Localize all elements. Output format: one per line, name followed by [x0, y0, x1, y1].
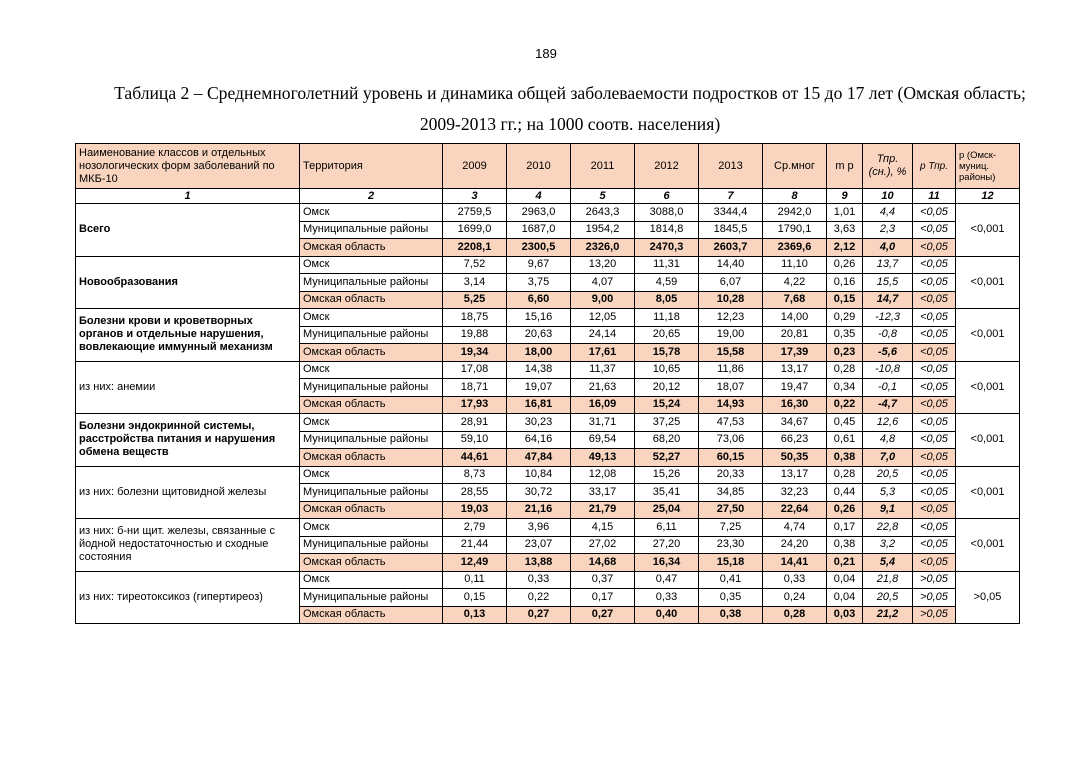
- value-cell: 14,00: [763, 309, 827, 327]
- value-cell: 20,65: [635, 326, 699, 344]
- table-row: [76, 414, 1020, 432]
- value-cell: 0,34: [827, 379, 863, 397]
- value-cell: 18,71: [443, 379, 507, 397]
- header-p-tpr: р Тпр.: [913, 144, 956, 189]
- col-number: 3: [443, 189, 507, 204]
- value-cell: 4,15: [571, 519, 635, 537]
- value-cell: 37,25: [635, 414, 699, 432]
- value-cell: 13,17: [763, 361, 827, 379]
- value-cell: 14,41: [763, 554, 827, 572]
- value-cell: 60,15: [699, 449, 763, 467]
- value-cell: >0,05: [913, 571, 956, 589]
- value-cell: <0,05: [913, 519, 956, 537]
- territory-cell: Муниципальные районы: [300, 274, 443, 292]
- value-cell: 22,8: [863, 519, 913, 537]
- value-cell: 8,73: [443, 466, 507, 484]
- value-cell: 7,0: [863, 449, 913, 467]
- value-cell: 2643,3: [571, 204, 635, 222]
- value-cell: 19,34: [443, 344, 507, 362]
- header-class: Наименование классов и отдельных нозологических форм заболеваний по МКБ-10: [76, 144, 300, 189]
- territory-cell: Омск: [300, 309, 443, 327]
- value-cell: 15,24: [635, 396, 699, 414]
- value-cell: 11,18: [635, 309, 699, 327]
- value-cell: 6,11: [635, 519, 699, 537]
- value-cell: 49,13: [571, 449, 635, 467]
- value-cell: 0,11: [443, 571, 507, 589]
- value-cell: 8,05: [635, 291, 699, 309]
- value-cell: 2,79: [443, 519, 507, 537]
- value-cell: 20,63: [507, 326, 571, 344]
- p-diff-cell: <0,001: [956, 256, 1020, 309]
- value-cell: -12,3: [863, 309, 913, 327]
- value-cell: 21,8: [863, 571, 913, 589]
- value-cell: 23,30: [699, 536, 763, 554]
- value-cell: <0,05: [913, 449, 956, 467]
- value-cell: 21,79: [571, 501, 635, 519]
- value-cell: 0,41: [699, 571, 763, 589]
- value-cell: 2963,0: [507, 204, 571, 222]
- table-caption: Таблица 2 – Среднемноголетний уровень и динамика общей заболеваемости подростков от 15 до 17 лет (Омская область; 2009-2013 гг.; на 1000 соотв. населения): [114, 83, 1026, 134]
- header-avg: Ср.мног: [763, 144, 827, 189]
- value-cell: 3,75: [507, 274, 571, 292]
- p-diff-cell: <0,001: [956, 361, 1020, 414]
- value-cell: 20,12: [635, 379, 699, 397]
- table-row: [76, 204, 1020, 222]
- territory-cell: Омская область: [300, 291, 443, 309]
- col-number: 9: [827, 189, 863, 204]
- value-cell: <0,05: [913, 309, 956, 327]
- value-cell: 28,55: [443, 484, 507, 502]
- value-cell: 5,3: [863, 484, 913, 502]
- header-mp: m р: [827, 144, 863, 189]
- territory-cell: Омская область: [300, 344, 443, 362]
- value-cell: 64,16: [507, 431, 571, 449]
- value-cell: 19,03: [443, 501, 507, 519]
- value-cell: 0,04: [827, 589, 863, 607]
- value-cell: 1699,0: [443, 221, 507, 239]
- value-cell: 14,7: [863, 291, 913, 309]
- value-cell: 0,27: [571, 606, 635, 624]
- value-cell: 2208,1: [443, 239, 507, 257]
- value-cell: 7,68: [763, 291, 827, 309]
- disease-class-name: Болезни крови и кроветворных органов и отдельные нарушения, вовлекающие иммунный механизм: [76, 309, 300, 362]
- value-cell: 7,25: [699, 519, 763, 537]
- value-cell: 20,5: [863, 466, 913, 484]
- p-diff-cell: <0,001: [956, 204, 1020, 257]
- value-cell: 20,5: [863, 589, 913, 607]
- value-cell: 52,27: [635, 449, 699, 467]
- value-cell: 4,0: [863, 239, 913, 257]
- value-cell: 11,86: [699, 361, 763, 379]
- value-cell: 5,25: [443, 291, 507, 309]
- value-cell: 34,67: [763, 414, 827, 432]
- col-number: 5: [571, 189, 635, 204]
- value-cell: 3,96: [507, 519, 571, 537]
- value-cell: 66,23: [763, 431, 827, 449]
- col-number: 1: [76, 189, 300, 204]
- page-number: 189: [535, 46, 557, 61]
- territory-cell: Омская область: [300, 239, 443, 257]
- disease-class-name: из них: анемии: [76, 361, 300, 414]
- territory-cell: Муниципальные районы: [300, 589, 443, 607]
- value-cell: 20,33: [699, 466, 763, 484]
- value-cell: 0,40: [635, 606, 699, 624]
- disease-class-name: из них: болезни щитовидной железы: [76, 466, 300, 519]
- value-cell: 6,07: [699, 274, 763, 292]
- value-cell: 2470,3: [635, 239, 699, 257]
- value-cell: 0,37: [571, 571, 635, 589]
- header-p-diff: р (Омск-муниц. районы): [956, 144, 1020, 189]
- value-cell: 4,8: [863, 431, 913, 449]
- value-cell: 4,22: [763, 274, 827, 292]
- value-cell: 35,41: [635, 484, 699, 502]
- value-cell: 13,17: [763, 466, 827, 484]
- value-cell: 19,00: [699, 326, 763, 344]
- disease-class-name: Новообразования: [76, 256, 300, 309]
- value-cell: 0,13: [443, 606, 507, 624]
- value-cell: 27,02: [571, 536, 635, 554]
- value-cell: <0,05: [913, 414, 956, 432]
- table-row: [76, 309, 1020, 327]
- p-diff-cell: <0,001: [956, 309, 1020, 362]
- col-number: 12: [956, 189, 1020, 204]
- value-cell: 16,09: [571, 396, 635, 414]
- value-cell: 28,91: [443, 414, 507, 432]
- col-number: 4: [507, 189, 571, 204]
- value-cell: <0,05: [913, 239, 956, 257]
- value-cell: 7,52: [443, 256, 507, 274]
- header-2010: 2010: [507, 144, 571, 189]
- value-cell: 12,23: [699, 309, 763, 327]
- value-cell: >0,05: [913, 606, 956, 624]
- value-cell: 44,61: [443, 449, 507, 467]
- value-cell: 21,44: [443, 536, 507, 554]
- value-cell: 12,49: [443, 554, 507, 572]
- value-cell: 12,6: [863, 414, 913, 432]
- value-cell: 18,75: [443, 309, 507, 327]
- value-cell: 0,03: [827, 606, 863, 624]
- table-row: [76, 466, 1020, 484]
- value-cell: 24,20: [763, 536, 827, 554]
- value-cell: <0,05: [913, 501, 956, 519]
- table-body: [76, 204, 1020, 624]
- territory-cell: Омск: [300, 256, 443, 274]
- header-2012: 2012: [635, 144, 699, 189]
- territory-cell: Омск: [300, 571, 443, 589]
- value-cell: 12,05: [571, 309, 635, 327]
- value-cell: -5,6: [863, 344, 913, 362]
- value-cell: 21,16: [507, 501, 571, 519]
- territory-cell: Омск: [300, 204, 443, 222]
- value-cell: 68,20: [635, 431, 699, 449]
- value-cell: 20,81: [763, 326, 827, 344]
- value-cell: 4,07: [571, 274, 635, 292]
- value-cell: -0,8: [863, 326, 913, 344]
- disease-class-name: Болезни эндокринной системы, расстройства питания и нарушения обмена веществ: [76, 414, 300, 467]
- morbidity-table: [75, 143, 1020, 624]
- territory-cell: Омск: [300, 414, 443, 432]
- territory-cell: Муниципальные районы: [300, 379, 443, 397]
- value-cell: 23,07: [507, 536, 571, 554]
- value-cell: 0,28: [827, 466, 863, 484]
- value-cell: 19,47: [763, 379, 827, 397]
- value-cell: 69,54: [571, 431, 635, 449]
- value-cell: 0,35: [827, 326, 863, 344]
- value-cell: 12,08: [571, 466, 635, 484]
- value-cell: 0,44: [827, 484, 863, 502]
- value-cell: 0,26: [827, 501, 863, 519]
- value-cell: 0,47: [635, 571, 699, 589]
- table-row: [76, 519, 1020, 537]
- value-cell: <0,05: [913, 361, 956, 379]
- col-number: 6: [635, 189, 699, 204]
- value-cell: 18,07: [699, 379, 763, 397]
- p-diff-cell: <0,001: [956, 414, 1020, 467]
- value-cell: <0,05: [913, 396, 956, 414]
- territory-cell: Омск: [300, 466, 443, 484]
- value-cell: >0,05: [913, 589, 956, 607]
- value-cell: 0,33: [507, 571, 571, 589]
- value-cell: 73,06: [699, 431, 763, 449]
- value-cell: 0,26: [827, 256, 863, 274]
- value-cell: 30,23: [507, 414, 571, 432]
- value-cell: 0,61: [827, 431, 863, 449]
- value-cell: 15,16: [507, 309, 571, 327]
- header-2009: 2009: [443, 144, 507, 189]
- value-cell: 0,15: [443, 589, 507, 607]
- value-cell: 14,40: [699, 256, 763, 274]
- disease-class-name: Всего: [76, 204, 300, 257]
- value-cell: 25,04: [635, 501, 699, 519]
- value-cell: 47,84: [507, 449, 571, 467]
- territory-cell: Омская область: [300, 501, 443, 519]
- value-cell: 1845,5: [699, 221, 763, 239]
- value-cell: 18,00: [507, 344, 571, 362]
- value-cell: 11,31: [635, 256, 699, 274]
- value-cell: <0,05: [913, 326, 956, 344]
- value-cell: 15,78: [635, 344, 699, 362]
- value-cell: 13,88: [507, 554, 571, 572]
- value-cell: 2603,7: [699, 239, 763, 257]
- value-cell: 0,22: [827, 396, 863, 414]
- value-cell: 0,28: [763, 606, 827, 624]
- value-cell: 33,17: [571, 484, 635, 502]
- value-cell: 1814,8: [635, 221, 699, 239]
- value-cell: 17,93: [443, 396, 507, 414]
- value-cell: 2,12: [827, 239, 863, 257]
- value-cell: 0,04: [827, 571, 863, 589]
- value-cell: 3344,4: [699, 204, 763, 222]
- value-cell: 0,45: [827, 414, 863, 432]
- col-number: 11: [913, 189, 956, 204]
- value-cell: 2,3: [863, 221, 913, 239]
- value-cell: 34,85: [699, 484, 763, 502]
- value-cell: 5,4: [863, 554, 913, 572]
- col-number: 2: [300, 189, 443, 204]
- value-cell: 0,33: [635, 589, 699, 607]
- header-2011: 2011: [571, 144, 635, 189]
- value-cell: <0,05: [913, 554, 956, 572]
- header-row: [76, 144, 1020, 189]
- value-cell: 0,21: [827, 554, 863, 572]
- value-cell: 14,68: [571, 554, 635, 572]
- value-cell: -4,7: [863, 396, 913, 414]
- value-cell: 30,72: [507, 484, 571, 502]
- value-cell: 9,1: [863, 501, 913, 519]
- value-cell: 24,14: [571, 326, 635, 344]
- value-cell: <0,05: [913, 204, 956, 222]
- value-cell: 0,15: [827, 291, 863, 309]
- value-cell: <0,05: [913, 256, 956, 274]
- value-cell: <0,05: [913, 221, 956, 239]
- col-number: 10: [863, 189, 913, 204]
- value-cell: 31,71: [571, 414, 635, 432]
- value-cell: 13,7: [863, 256, 913, 274]
- value-cell: 59,10: [443, 431, 507, 449]
- header-territory: Территория: [300, 144, 443, 189]
- value-cell: <0,05: [913, 379, 956, 397]
- table-row: [76, 571, 1020, 589]
- territory-cell: Муниципальные районы: [300, 431, 443, 449]
- value-cell: 0,17: [827, 519, 863, 537]
- value-cell: <0,05: [913, 431, 956, 449]
- value-cell: -0,1: [863, 379, 913, 397]
- p-diff-cell: >0,05: [956, 571, 1020, 624]
- value-cell: 4,74: [763, 519, 827, 537]
- value-cell: <0,05: [913, 536, 956, 554]
- value-cell: 32,23: [763, 484, 827, 502]
- disease-class-name: из них: тиреотоксикоз (гипертиреоз): [76, 571, 300, 624]
- value-cell: 15,26: [635, 466, 699, 484]
- value-cell: 22,64: [763, 501, 827, 519]
- header-2013: 2013: [699, 144, 763, 189]
- value-cell: 16,81: [507, 396, 571, 414]
- p-diff-cell: <0,001: [956, 466, 1020, 519]
- value-cell: 16,34: [635, 554, 699, 572]
- table-row: [76, 256, 1020, 274]
- value-cell: 10,84: [507, 466, 571, 484]
- value-cell: 0,17: [571, 589, 635, 607]
- territory-cell: Муниципальные районы: [300, 221, 443, 239]
- value-cell: 16,30: [763, 396, 827, 414]
- value-cell: <0,05: [913, 274, 956, 292]
- territory-cell: Муниципальные районы: [300, 536, 443, 554]
- territory-cell: Омск: [300, 361, 443, 379]
- value-cell: -10,8: [863, 361, 913, 379]
- value-cell: 0,33: [763, 571, 827, 589]
- territory-cell: Омская область: [300, 606, 443, 624]
- column-numbers-row: [76, 189, 1020, 204]
- value-cell: 21,63: [571, 379, 635, 397]
- value-cell: 13,20: [571, 256, 635, 274]
- value-cell: 17,61: [571, 344, 635, 362]
- territory-cell: Омск: [300, 519, 443, 537]
- value-cell: 2942,0: [763, 204, 827, 222]
- value-cell: 1687,0: [507, 221, 571, 239]
- col-number: 8: [763, 189, 827, 204]
- value-cell: 0,38: [827, 536, 863, 554]
- value-cell: 47,53: [699, 414, 763, 432]
- value-cell: 0,38: [699, 606, 763, 624]
- col-number: 7: [699, 189, 763, 204]
- value-cell: 1954,2: [571, 221, 635, 239]
- value-cell: 0,16: [827, 274, 863, 292]
- value-cell: 2300,5: [507, 239, 571, 257]
- territory-cell: Омская область: [300, 554, 443, 572]
- value-cell: 4,4: [863, 204, 913, 222]
- value-cell: <0,05: [913, 291, 956, 309]
- table-row: [76, 361, 1020, 379]
- value-cell: 15,5: [863, 274, 913, 292]
- value-cell: 11,10: [763, 256, 827, 274]
- value-cell: 14,38: [507, 361, 571, 379]
- value-cell: 0,27: [507, 606, 571, 624]
- value-cell: 2369,6: [763, 239, 827, 257]
- p-diff-cell: <0,001: [956, 519, 1020, 572]
- value-cell: 3,63: [827, 221, 863, 239]
- value-cell: 2759,5: [443, 204, 507, 222]
- value-cell: 0,35: [699, 589, 763, 607]
- value-cell: 1790,1: [763, 221, 827, 239]
- value-cell: 27,50: [699, 501, 763, 519]
- value-cell: 2326,0: [571, 239, 635, 257]
- territory-cell: Муниципальные районы: [300, 326, 443, 344]
- value-cell: 0,38: [827, 449, 863, 467]
- value-cell: 11,37: [571, 361, 635, 379]
- value-cell: 4,59: [635, 274, 699, 292]
- value-cell: 14,93: [699, 396, 763, 414]
- value-cell: 19,07: [507, 379, 571, 397]
- value-cell: <0,05: [913, 466, 956, 484]
- value-cell: <0,05: [913, 344, 956, 362]
- territory-cell: Омская область: [300, 449, 443, 467]
- territory-cell: Муниципальные районы: [300, 484, 443, 502]
- value-cell: 0,24: [763, 589, 827, 607]
- value-cell: 10,28: [699, 291, 763, 309]
- value-cell: 21,2: [863, 606, 913, 624]
- value-cell: 0,23: [827, 344, 863, 362]
- value-cell: 0,22: [507, 589, 571, 607]
- value-cell: 15,58: [699, 344, 763, 362]
- disease-class-name: из них: б-ни щит. железы, связанные с йодной недостаточностью и сходные состояния: [76, 519, 300, 572]
- territory-cell: Омская область: [300, 396, 443, 414]
- value-cell: 10,65: [635, 361, 699, 379]
- header-tpr: Тпр. (сн.), %: [863, 144, 913, 189]
- value-cell: 27,20: [635, 536, 699, 554]
- value-cell: 9,67: [507, 256, 571, 274]
- value-cell: 3,2: [863, 536, 913, 554]
- value-cell: 17,08: [443, 361, 507, 379]
- value-cell: <0,05: [913, 484, 956, 502]
- value-cell: 0,28: [827, 361, 863, 379]
- value-cell: 15,18: [699, 554, 763, 572]
- value-cell: 9,00: [571, 291, 635, 309]
- value-cell: 3,14: [443, 274, 507, 292]
- value-cell: 17,39: [763, 344, 827, 362]
- value-cell: 1,01: [827, 204, 863, 222]
- value-cell: 19,88: [443, 326, 507, 344]
- value-cell: 3088,0: [635, 204, 699, 222]
- value-cell: 50,35: [763, 449, 827, 467]
- value-cell: 6,60: [507, 291, 571, 309]
- value-cell: 0,29: [827, 309, 863, 327]
